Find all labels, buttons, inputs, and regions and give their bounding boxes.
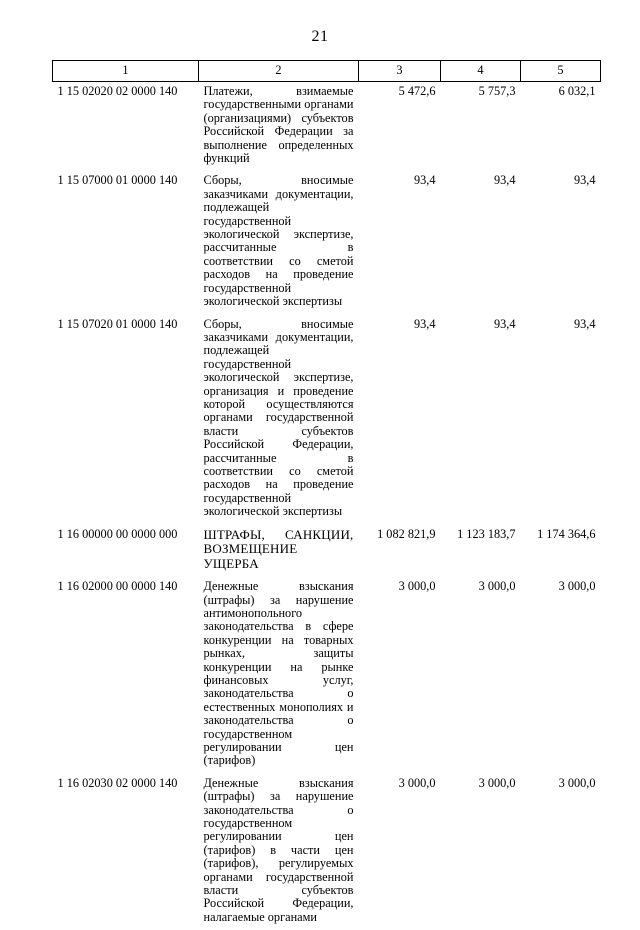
table-row xyxy=(53,774,601,930)
amount-year2: 93,4 xyxy=(493,316,516,331)
amount-year2: 3 000,0 xyxy=(478,579,516,594)
amount-year3: 93,4 xyxy=(573,316,596,331)
budget-code: 1 15 07000 01 0000 140 xyxy=(57,173,178,188)
amount-year2: 1 123 183,7 xyxy=(457,526,516,541)
table-row xyxy=(53,577,601,774)
amount-year1: 3 000,0 xyxy=(398,775,436,790)
column-header-name: 2 xyxy=(199,61,359,82)
amount-year2: 3 000,0 xyxy=(478,775,516,790)
amount-year3: 1 174 364,6 xyxy=(537,526,596,541)
column-header-code: 1 xyxy=(53,61,199,82)
amount-year2: 93,4 xyxy=(493,173,516,188)
amount-year3: 93,4 xyxy=(573,173,596,188)
amount-year1: 1 082 821,9 xyxy=(377,526,436,541)
income-description: Сборы, вносимые заказчиками документации, подлежащей государственной экологической экспертизе, организация и проведение которой осуществляются органами государственной власти субъектов Российской Федерации, рассчитанные в соответствии со сметой расходов на проведение государственной экологической экспертизы xyxy=(203,316,354,519)
budget-code: 1 16 00000 00 0000 000 xyxy=(57,526,178,541)
amount-year1: 5 472,6 xyxy=(398,84,436,98)
amount-year1: 93,4 xyxy=(413,316,436,331)
income-description: Платежи, взимаемые государственными органами (организациями) субъектов Российской Федерации за выполнение определенных функций xyxy=(203,84,354,166)
income-description: Сборы, вносимые заказчиками документации, подлежащей государственной экологической экспертизе, рассчитанные в соответствии со сметой расходов на проведение государственной экологической экспертизы xyxy=(203,173,354,309)
column-header-year2: 4 xyxy=(441,61,521,82)
income-description: Денежные взыскания (штрафы) за нарушение законодательства о государственном регулировании цен (тарифов) в части цен (тарифов), регулируемых органами государственной власти субъектов Российской Федерации, налагаемые органами xyxy=(203,775,354,924)
table-header-row xyxy=(53,61,601,82)
amount-year3: 6 032,1 xyxy=(558,84,596,98)
amount-year1: 93,4 xyxy=(413,173,436,188)
budget-code: 1 15 07020 01 0000 140 xyxy=(57,316,178,331)
income-description: ШТРАФЫ, САНКЦИИ, ВОЗМЕЩЕНИЕ УЩЕРБА xyxy=(203,526,354,571)
budget-code: 1 15 02020 02 0000 140 xyxy=(57,84,178,98)
budget-code: 1 16 02030 02 0000 140 xyxy=(57,775,178,790)
table-row xyxy=(53,315,601,525)
page-number: 21 xyxy=(311,28,329,45)
amount-year3: 3 000,0 xyxy=(558,775,596,790)
table-row xyxy=(53,171,601,314)
amount-year3: 3 000,0 xyxy=(558,579,596,594)
income-description: Денежные взыскания (штрафы) за нарушение антимонопольного законодательства в сфере конкуренции на товарных рынках, защиты конкуренции на рынке финансовых услуг, законодательства о естественных монополиях и законодательства о государственном регулировании цен (тарифов) xyxy=(203,579,354,768)
amount-year2: 5 757,3 xyxy=(478,84,516,98)
amount-year1: 3 000,0 xyxy=(398,579,436,594)
column-header-year1: 3 xyxy=(359,61,441,82)
revenue-table xyxy=(52,60,601,930)
table-row xyxy=(53,525,601,578)
column-header-year3: 5 xyxy=(521,61,601,82)
table-row xyxy=(53,82,601,172)
budget-code: 1 16 02000 00 0000 140 xyxy=(57,579,178,594)
